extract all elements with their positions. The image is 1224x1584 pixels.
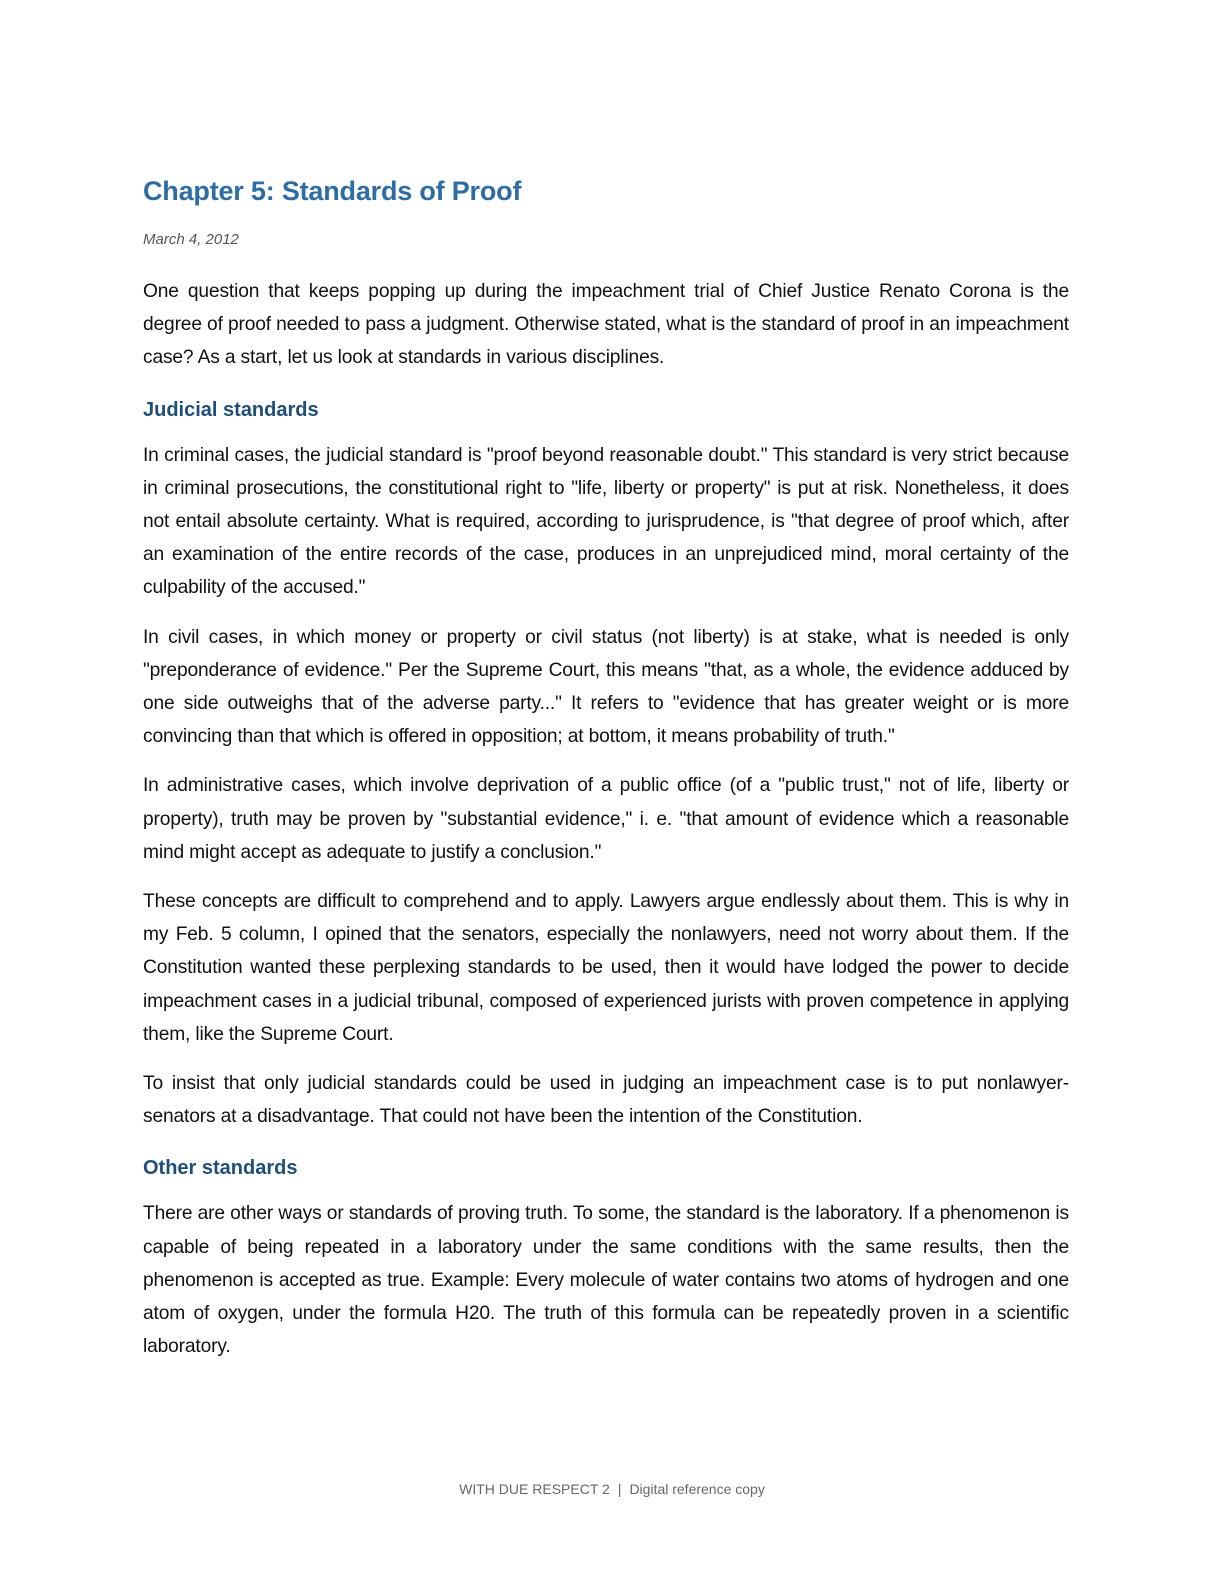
paragraph-concepts-difficult: These concepts are difficult to comprehend and to apply. Lawyers argue endlessly about them. This is why in my Feb. 5 column, I opined that the senators, especially the nonlawyers, need not worry about them. If the Constitution wanted these perplexing standards to be used, then it would have lodged the power to decide impeachment cases in a judicial tribunal, composed of experienced jurists with proven competence in applying them, like the Supreme Court. xyxy=(143,891,1069,1045)
section-heading-other-standards: Other standards xyxy=(143,1157,298,1180)
paragraph-civil-cases: In civil cases, in which money or property or civil status (not liberty) is at stake, what is needed is only "preponderance of evidence." Per the Supreme Court, this means "that, as a whole, the evidence adduced by one side outweighs that of the adverse party..." It refers to "evidence that has greater weight or is more convincing than that which is offered in opposition; at bottom, it means probability of truth." xyxy=(143,626,1069,748)
paragraph-nonlawyer-senators: To insist that only judicial standards could be used in judging an impeachment case is to put nonlawyer-senators at a disadvantage. That could not have been the intention of the Constitution. xyxy=(143,1073,1069,1128)
paragraph-administrative-cases: In administrative cases, which involve deprivation of a public office (of a "public trust," not of life, liberty or property), truth may be proven by "substantial evidence," i. e. "that amount of evidence which a reasonable mind might accept as adequate to justify a conclusion." xyxy=(143,775,1069,863)
publication-date: March 4, 2012 xyxy=(143,231,239,248)
section-heading-judicial-standards: Judicial standards xyxy=(143,398,319,421)
footer-separator: | xyxy=(617,1481,622,1497)
intro-paragraph: One question that keeps popping up during the impeachment trial of Chief Justice Renato Corona is the degree of proof needed to pass a judgment. Otherwise stated, what is the standard of proof in an impeachment case? As a start, let us look at standards in various disciplines. xyxy=(143,281,1069,369)
page-footer xyxy=(0,1480,1224,1498)
paragraph-laboratory-standard: There are other ways or standards of proving truth. To some, the standard is the laboratory. If a phenomenon is capable of being repeated in a laboratory under the same conditions with the same results, then the phenomenon is accepted as true. Example: Every molecule of water contains two atoms of hydrogen and one atom of oxygen, under the formula H20. The truth of this formula can be repeatedly proven in a scientific laboratory. xyxy=(143,1203,1069,1358)
footer-copy-note: Digital reference copy xyxy=(629,1481,765,1497)
paragraph-criminal-cases: In criminal cases, the judicial standard is "proof beyond reasonable doubt." This standard is very strict because in criminal prosecutions, the constitutional right to "life, liberty or property" is put at risk. Nonetheless, it does not entail absolute certainty. What is required, according to jurisprudence, is "that degree of proof which, after an examination of the entire records of the case, produces in an unprejudiced mind, moral certainty of the culpability of the accused." xyxy=(143,444,1069,599)
document-page xyxy=(143,168,1069,1363)
footer-book-title: WITH DUE RESPECT 2 xyxy=(459,1481,610,1497)
chapter-title: Chapter 5: Standards of Proof xyxy=(143,176,522,206)
